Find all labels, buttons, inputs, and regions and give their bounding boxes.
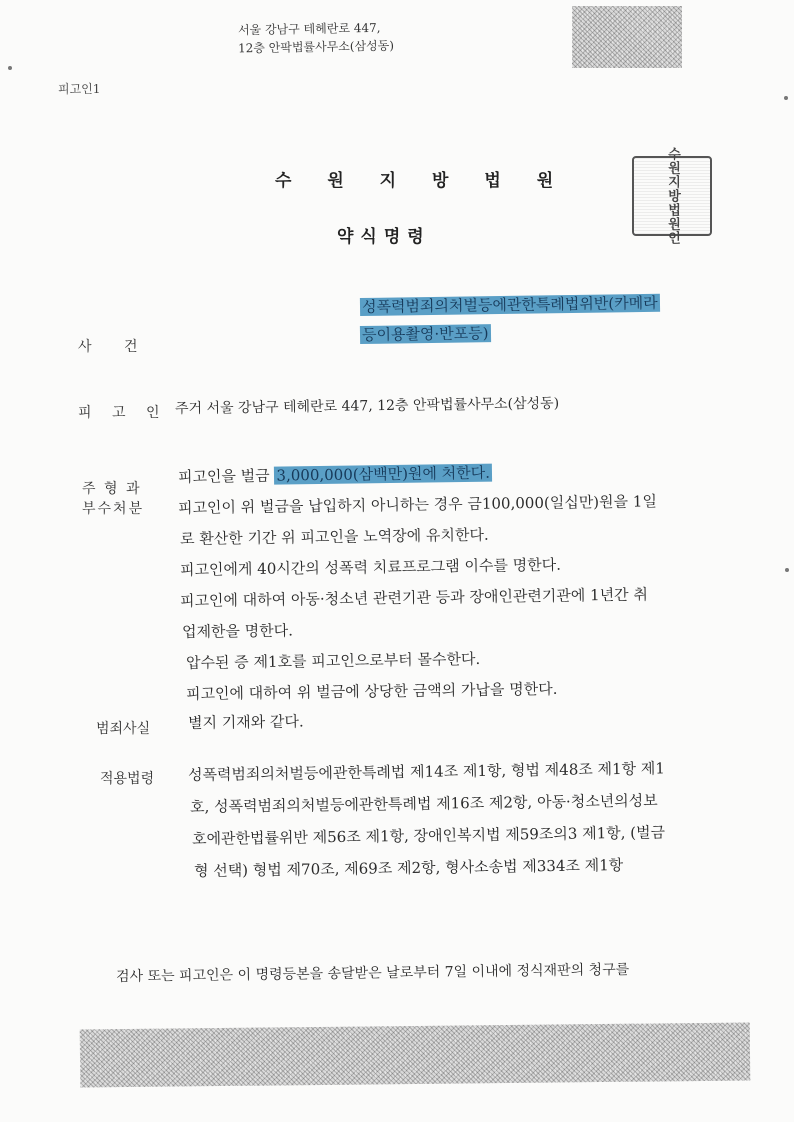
scan-speck xyxy=(784,96,788,100)
sentence-label-line1: 주 형 과 xyxy=(82,481,142,497)
laws-line4: 형 선택) 형법 제70조, 제69조 제2항, 형사소송법 제334조 제1항 xyxy=(193,856,624,880)
scan-speck xyxy=(785,568,789,572)
redaction-block-bottom xyxy=(80,1022,751,1087)
sentence-line2: 피고인이 위 벌금을 납입하지 아니하는 경우 금100,000(일십만)원을 1일 xyxy=(177,492,657,517)
court-name: 수 원 지 방 법 원 xyxy=(275,171,569,191)
court-seal xyxy=(632,147,712,245)
sentence-line8: 피고인에 대하여 위 벌금에 상당한 금액의 가납을 명한다. xyxy=(185,679,558,703)
notice-text: 검사 또는 피고인은 이 명령등본을 송달받은 날로부터 7일 이내에 정식재판의 청구를 xyxy=(115,961,630,985)
header-address-line1: 서울 강남구 테헤란로 447, xyxy=(237,20,381,38)
sentence-line1 xyxy=(178,462,492,487)
defendant-tag: 피고인1 xyxy=(58,82,101,96)
case-title-highlight-2: 등이용촬영·반포등) xyxy=(361,324,489,344)
facts-label: 범죄사실 xyxy=(96,721,151,737)
sentence-line6: 업제한을 명한다. xyxy=(181,621,294,641)
sentence-line7: 압수된 증 제1호를 피고인으로부터 몰수한다. xyxy=(185,649,481,672)
sentence-line4: 피고인에게 40시간의 성폭력 치료프로그램 이수를 명한다. xyxy=(179,555,562,579)
case-title-line1 xyxy=(360,292,660,317)
document-title: 약식명령 xyxy=(337,227,431,247)
laws-line1: 성폭력범죄의처벌등에관한특례법 제14조 제1항, 형법 제48조 제1항 제1 xyxy=(187,759,666,784)
case-title-line2 xyxy=(360,322,491,345)
sentence-line3: 로 환산한 기간 위 피고인을 노역장에 유치한다. xyxy=(179,525,489,548)
facts-text: 별지 기재와 같다. xyxy=(187,712,304,732)
sentence-fine-highlight: 3,000,000(삼백만)원에 처한다. xyxy=(276,463,491,485)
sentence-label-line2: 부수처분 xyxy=(82,501,145,517)
laws-line2: 호, 성폭력범죄의처벌등에관한특례법 제16조 제2항, 아동·청소년의성보 xyxy=(189,791,658,816)
court-seal-text: 수원지방법원인 xyxy=(665,147,680,245)
case-title-highlight-1: 성폭력범죄의처벌등에관한특례법위반(카메라 xyxy=(361,293,658,316)
case-label: 사 건 xyxy=(78,339,152,355)
laws-label: 적용법령 xyxy=(100,771,155,787)
sentence-line5: 피고인에 대하여 아동·청소년 관련기관 등과 장애인관련기관에 1년간 취 xyxy=(179,585,648,610)
defendant-label: 피 고 인 xyxy=(78,405,168,421)
defendant-residence: 주거 서울 강남구 테헤란로 447, 12층 안팍법률사무소(삼성동) xyxy=(174,395,560,417)
redaction-block-top xyxy=(572,6,682,68)
scan-speck xyxy=(8,66,12,70)
laws-line3: 호에관한법률위반 제56조 제1항, 장애인복지법 제59조의3 제1항, (벌금 xyxy=(191,823,666,848)
sentence-line1-prefix: 피고인을 벌금 xyxy=(177,466,275,486)
header-address-line2: 12층 안팍법률사무소(삼성동) xyxy=(237,38,395,56)
